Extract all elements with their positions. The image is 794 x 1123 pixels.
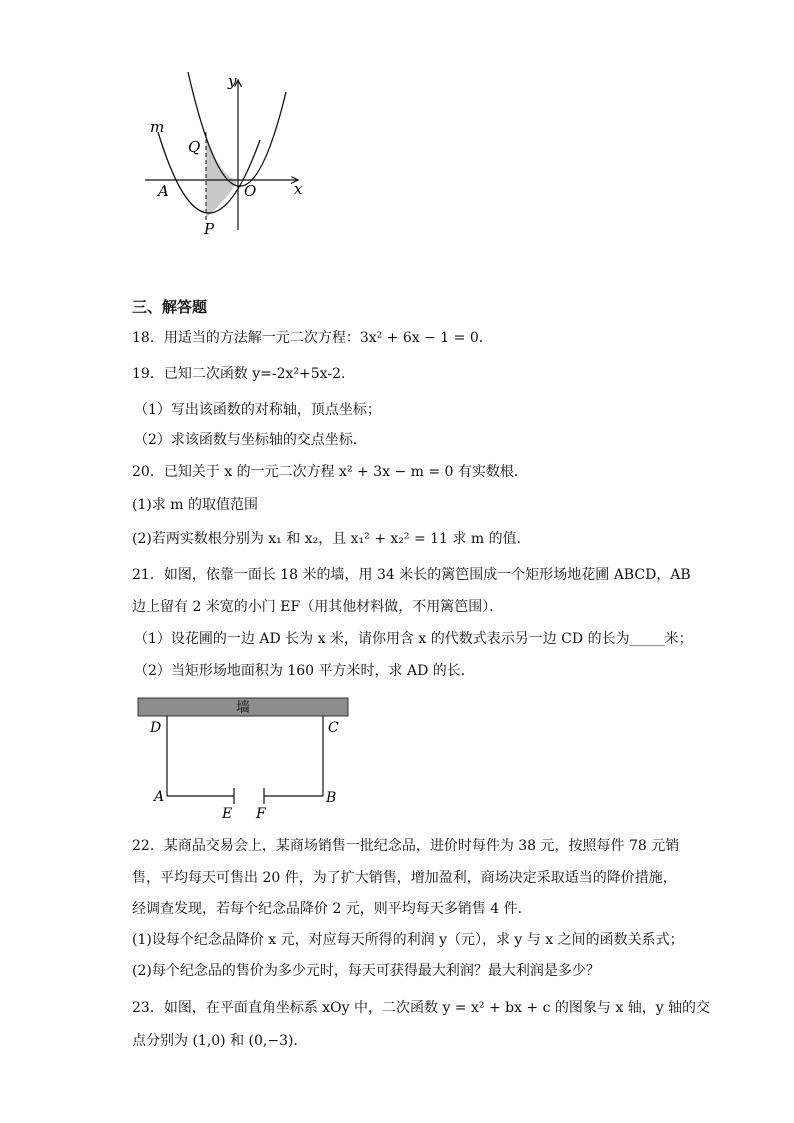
question-23-line2: 点分别为 (1,0) 和 (0,−3)． xyxy=(132,1033,308,1049)
question-18: 18．用适当的方法解一元二次方程：3x² + 6x − 1 = 0． xyxy=(132,330,493,346)
question-21-part1: （1）设花圃的一边 AD 长为 x 米，请你用含 x 的代数式表示另一边 CD 的长为_____米； xyxy=(134,631,693,647)
label-m: m xyxy=(150,118,165,136)
label-a2: A xyxy=(154,789,165,805)
section-title: 三、解答题 xyxy=(132,298,208,316)
question-23-line1: 23．如图，在平面直角坐标系 xOy 中，二次函数 y = x² + bx + c 的图象与 x 轴，y 轴的交 xyxy=(132,1000,711,1016)
question-21-line2: 边上留有 2 米宽的小门 EF（用其他材料做，不用篱笆围）． xyxy=(132,599,504,615)
question-20-part2: (2)若两实数根分别为 x₁ 和 x₂，且 x₁² + x₂² = 11 求 m 的值． xyxy=(132,531,531,547)
question-19-part2: （2）求该函数与坐标轴的交点坐标． xyxy=(134,432,367,448)
question-22-line2: 售，平均每天可售出 20 件，为了扩大销售，增加盈利，商场决定采取适当的降价措施， xyxy=(132,870,677,886)
question-22-line3: 经调查发现，若每个纪念品降价 2 元，则平均每天多销售 4 件． xyxy=(132,901,532,917)
question-19-stem: 19．已知二次函数 y=-2x²+5x-2． xyxy=(132,366,355,382)
parabola-through-origin xyxy=(188,72,286,186)
label-b: B xyxy=(326,790,337,806)
parabola-figure xyxy=(140,70,330,240)
fence-figure xyxy=(130,694,360,822)
shaded-region xyxy=(206,134,238,218)
label-p: P xyxy=(204,220,215,238)
label-d: D xyxy=(150,720,162,736)
label-x: x xyxy=(294,180,303,198)
question-22-part1: (1)设每个纪念品降价 x 元，对应每天所得的利润 y（元），求 y 与 x 之间的函数关系式； xyxy=(132,932,684,948)
label-e: E xyxy=(222,806,233,822)
label-c: C xyxy=(328,720,339,736)
label-a: A xyxy=(158,182,169,200)
label-f: F xyxy=(256,806,266,822)
question-22-part2: (2)每个纪念品的售价为多少元时，每天可获得最大利润？最大利润是多少？ xyxy=(132,963,600,979)
label-q: Q xyxy=(188,138,201,156)
question-21-line1: 21．如图，依靠一面长 18 米的墙，用 34 米长的篱笆围成一个矩形场地花圃 ABCD，AB xyxy=(132,567,691,583)
wall-label: 墙 xyxy=(236,700,250,716)
label-y: y xyxy=(228,72,237,90)
question-21-part2: （2）当矩形场地面积为 160 平方米时，求 AD 的长． xyxy=(134,663,475,679)
question-20-part1: (1)求 m 的取值范围 xyxy=(132,497,259,513)
question-20-stem: 20．已知关于 x 的一元二次方程 x² + 3x − m = 0 有实数根． xyxy=(132,464,528,480)
question-19-part1: （1）写出该函数的对称轴，顶点坐标； xyxy=(134,402,381,418)
label-o: O xyxy=(244,182,257,200)
question-22-line1: 22．某商品交易会上，某商场销售一批纪念品，进价时每件为 38 元，按照每件 78 元销 xyxy=(132,838,680,854)
